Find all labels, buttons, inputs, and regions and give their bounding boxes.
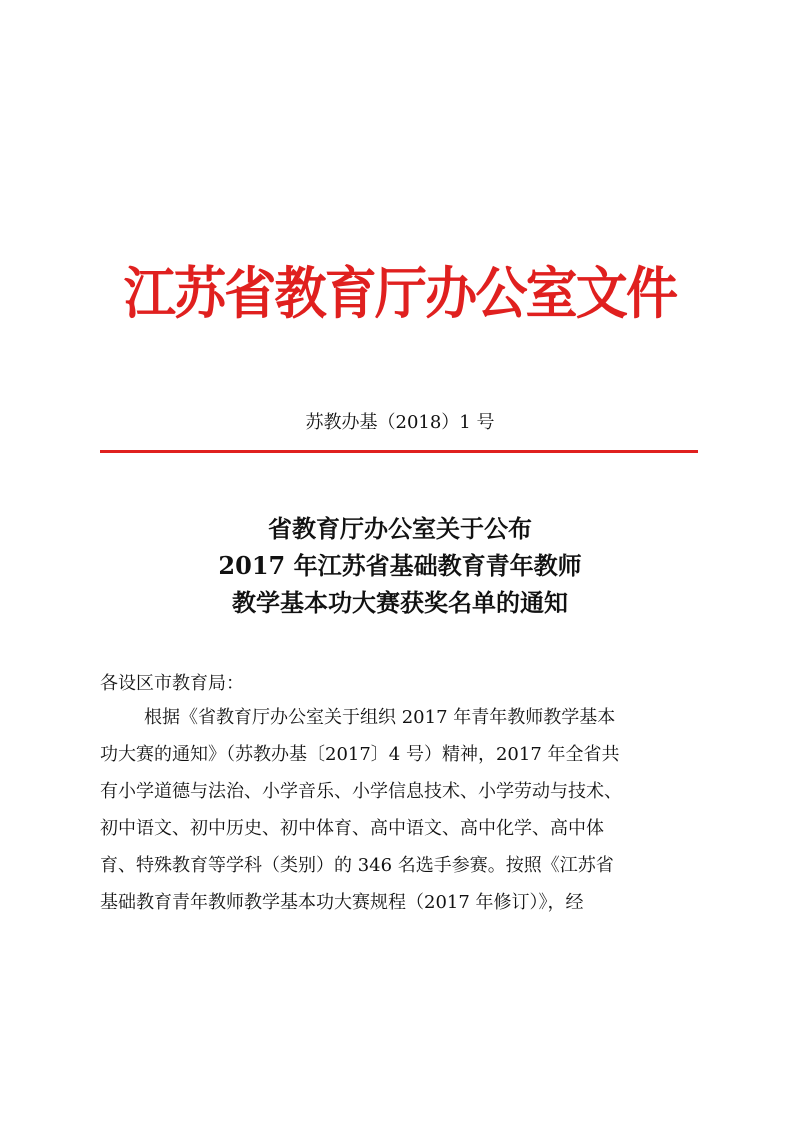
salutation: 各设区市教育局：: [100, 673, 244, 694]
red-divider-rule: [100, 450, 698, 453]
body-line: 基础教育青年教师教学基本功大赛规程（2017 年修订）》，经: [100, 892, 584, 913]
notice-title: [100, 510, 700, 621]
notice-title-line: 教学基本功大赛获奖名单的通知: [232, 588, 568, 617]
body-line: 初中语文、初中历史、初中体育、高中语文、高中化学、高中体: [100, 818, 604, 839]
notice-title-line: 省教育厅办公室关于公布: [268, 514, 532, 543]
body-paragraph: [100, 705, 700, 927]
body-line: 功大赛的通知》（苏教办基〔2017〕4 号）精神，2017 年全省共: [100, 744, 620, 765]
notice-title-line: 2017 年江苏省基础教育青年教师: [218, 551, 582, 580]
document-header-title: 江苏省教育厅办公室文件: [123, 262, 677, 327]
document-number: 苏教办基（2018）1 号: [305, 412, 495, 433]
body-line: 根据《省教育厅办公室关于组织 2017 年青年教师教学基本: [144, 707, 616, 728]
body-line: 有小学道德与法治、小学音乐、小学信息技术、小学劳动与技术、: [100, 781, 622, 802]
body-line: 育、特殊教育等学科（类别）的 346 名选手参赛。按照《江苏省: [100, 855, 614, 876]
